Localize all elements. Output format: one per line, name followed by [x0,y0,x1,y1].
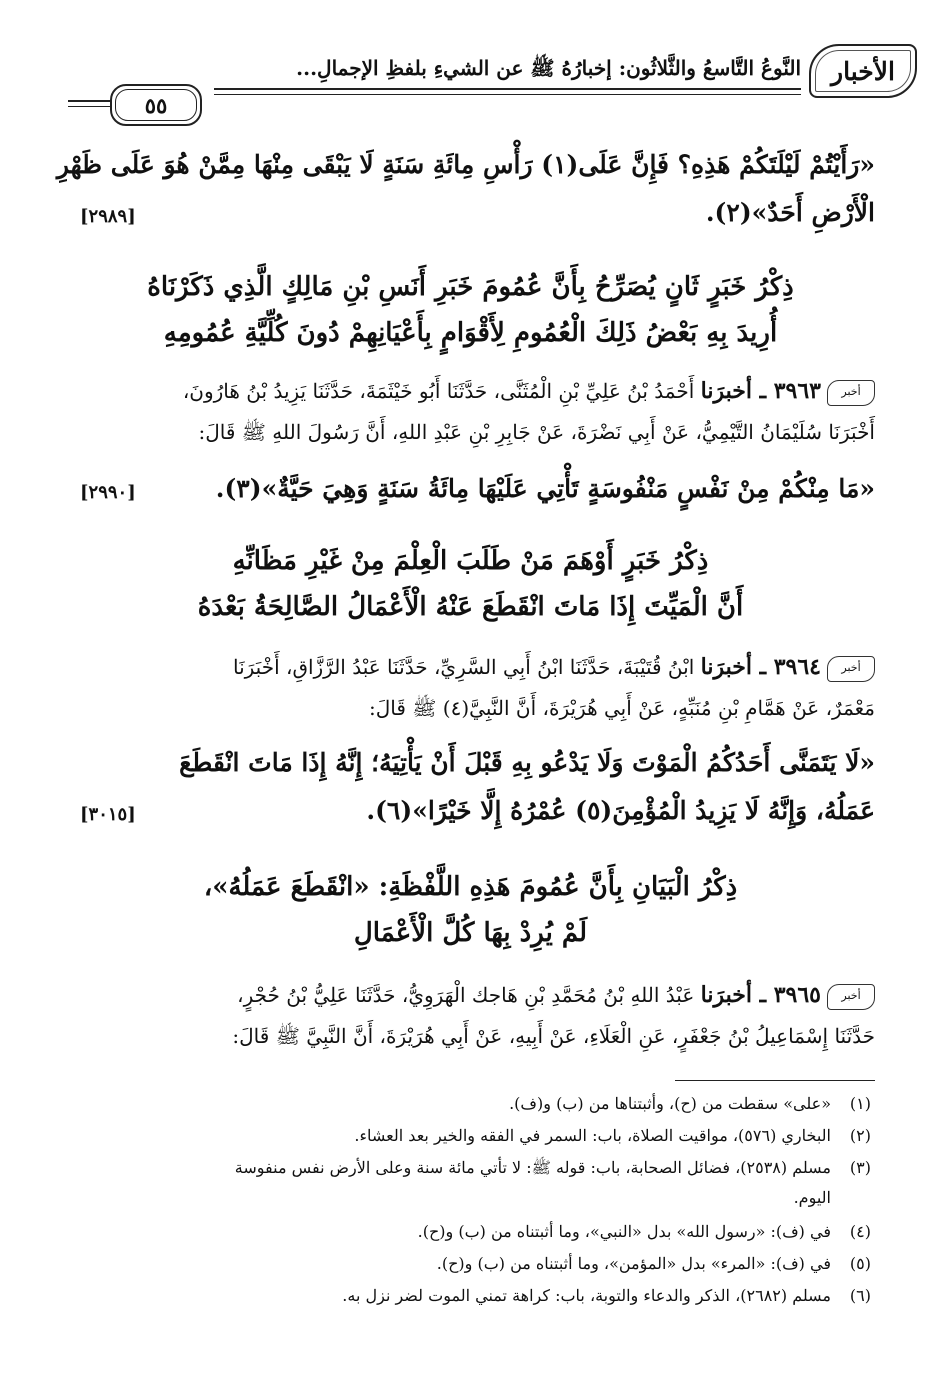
chapter-heading: ذِكْرُ خَبَرٍ أَوْهَمَ مَنْ طَلَبَ الْعِلْمَ مِنْ غَيْرِ مَظَانِّهِ [232,546,709,576]
isnad-line: مَعْمَرٌ، عَنْ هَمَّامِ بْنِ مُنَبِّهٍ، عَنْ أَبِي هُرَيْرَةَ، أَنَّ النَّبِيَّ(٤) ﷺ قَالَ: [369,696,875,720]
akhbarana-icon: أخبر [827,380,875,406]
hadith-reference: [٣٠١٥] [80,804,136,825]
section-badge: الأخبار [809,44,917,98]
page-header [0,40,941,130]
footnote-number: (٢) [849,1126,871,1145]
header-rule [214,88,801,90]
footnote [66,1222,871,1241]
footnote-text: مسلم (٢٥٣٨)، فضائل الصحابة، باب: قوله ﷺ: لا تأتي مائة سنة وعلى الأرض نفس منفوسة [234,1158,831,1177]
isnad-line: حَدَّثَنَا إِسْمَاعِيلُ بْنُ جَعْفَرٍ، عَنِ الْعَلَاءِ، عَنْ أَبِيهِ، عَنْ أَبِي هُرَيْرَةَ، أَنَّ النَّبِيَّ ﷺ قَالَ: [232,1024,875,1048]
akhbarana-icon: أخبر [827,984,875,1010]
matn-line: «لَا يَتَمَنَّى أَحَدُكُمُ الْمَوْتَ وَلَا يَدْعُو بِهِ قَبْلَ أَنْ يَأْتِيَهُ؛ إِنَّهُ إِذَا مَاتَ انْقَطَعَ [179,748,875,777]
footnote [66,1094,871,1113]
isnad-line: أَخْبَرَنَا سُلَيْمَانُ التَّيْمِيُّ، عَنْ أَبِي نَضْرَةَ، عَنْ جَابِرِ بْنِ عَبْدِ اللهِ، أَنَّ رَسُولَ اللهِ ﷺ قَالَ: [198,420,875,444]
hadith-number: ٣٩٦٤ ـ أخبرَنا [700,654,821,680]
footnote [66,1126,871,1145]
isnad-text: أَحْمَدُ بْنُ عَلِيِّ بْنِ الْمُثَنَّى، حَدَّثَنَا أَبُو خَيْثَمَةَ، حَدَّثَنَا يَزِيدُ بْنُ هَارُونَ، [182,379,695,403]
footnote-text: في (ف): «رسول الله» بدل «النبي»، وما أثبتناه من (ب) و(ح). [417,1222,831,1241]
chapter-heading: ذِكْرُ خَبَرٍ ثَانٍ يُصَرِّحُ بِأَنَّ عُمُومَ خَبَرِ أَنَسِ بْنِ مَالِكٍ الَّذِي ذَكَرْنَاهُ [147,272,794,302]
footnote-continuation: اليوم. [793,1188,831,1207]
footnote-text: في (ف): «المرء» بدل «المؤمن»، وما أثبتناه من (ب) و(ح). [436,1254,831,1273]
hadith-reference: [٢٩٨٩] [80,206,136,227]
matn-line: عَمَلُهُ، وَإِنَّهُ لَا يَزِيدُ الْمُؤْمِنَ(٥) عُمْرُهُ إِلَّا خَيْرًا»(٦). [366,796,875,825]
header-rule-thin [214,94,801,95]
footnote-number: (٤) [849,1222,871,1241]
hadith-number: ٣٩٦٥ ـ أخبرَنا [700,982,821,1008]
hadith-number: ٣٩٦٣ ـ أخبرَنا [700,378,821,404]
header-rule-left [68,100,110,102]
header-rule-left-thin [68,106,110,107]
chapter-heading: ذِكْرُ الْبَيَانِ بِأَنَّ عُمُومَ هَذِهِ اللَّفْظَةِ: «انْقَطَعَ عَمَلُهُ»، [203,872,738,902]
akhbarana-icon: أخبر [827,656,875,682]
isnad-line [66,378,875,406]
page-number: ٥٥ [110,84,202,126]
matn-line: الْأَرْضِ أَحَدٌ»(٢). [705,198,875,227]
footnote [66,1254,871,1273]
footnote [66,1286,871,1305]
footnote-separator [675,1080,875,1081]
footnote-number: (٥) [849,1254,871,1273]
footnote-number: (٣) [849,1158,871,1177]
chapter-heading: أُرِيدَ بِهِ بَعْضُ ذَلِكَ الْعُمُومِ لِأَقْوَامٍ بِأَعْيَانِهِمْ دُونَ كُلِّيَّةِ عُمُومِهِ [163,318,778,348]
footnote-text: «على» سقطت من (ح)، وأثبتناها من (ب) و(ف). [509,1094,831,1113]
footnote-number: (١) [849,1094,871,1113]
chapter-heading: أَنَّ الْمَيِّتَ إِذَا مَاتَ انْقَطَعَ عَنْهُ الْأَعْمَالُ الصَّالِحَةُ بَعْدَهُ [197,592,744,622]
isnad-line [66,982,875,1010]
footnote-text: مسلم (٢٦٨٢)، الذكر والدعاء والتوبة، باب: كراهة تمني الموت لضر نزل به. [342,1286,831,1305]
isnad-line [66,654,875,682]
isnad-text: ابْنُ قُتَيْبَةَ، حَدَّثَنَا ابْنُ أَبِي السَّرِيِّ، حَدَّثَنَا عَبْدُ الرَّزَّاقِ، أَخْبَرَنَا [232,655,695,679]
footnote-text: البخاري (٥٧٦)، مواقيت الصلاة، باب: السمر في الفقه والخير بعد العشاء. [354,1126,831,1145]
matn-line: «رَأَيْتُمْ لَيْلَتَكُمْ هَذِهِ؟ فَإِنَّ عَلَى(١) رَأْسِ مِائَةِ سَنَةٍ لَا يَبْقَى مِنْهَا مِمَّنْ هُوَ عَلَى ظَهْرِ [56,150,875,179]
footnote [66,1158,871,1181]
hadith-reference: [٢٩٩٠] [80,482,136,503]
running-title: النَّوعُ التَّاسعُ والثَّلاثُون: إخبارُهُ ﷺ عن الشيءِ بلفظِ الإجمالِ... [296,56,801,80]
footnote-number: (٦) [849,1286,871,1305]
chapter-heading: لَمْ يُرِدْ بِهَا كُلَّ الْأَعْمَالِ [353,918,588,948]
matn-line: «مَا مِنْكُمْ مِنْ نَفْسٍ مَنْفُوسَةٍ تَأْتِي عَلَيْهَا مِائَةُ سَنَةٍ وَهِيَ حَيَّةٌ»(٣). [215,474,875,503]
isnad-text: عَبْدُ اللهِ بْنُ مُحَمَّدِ بْنِ هَاجك الْهَرَوِيُّ، حَدَّثَنَا عَلِيُّ بْنُ حُجْرٍ، [237,983,695,1007]
